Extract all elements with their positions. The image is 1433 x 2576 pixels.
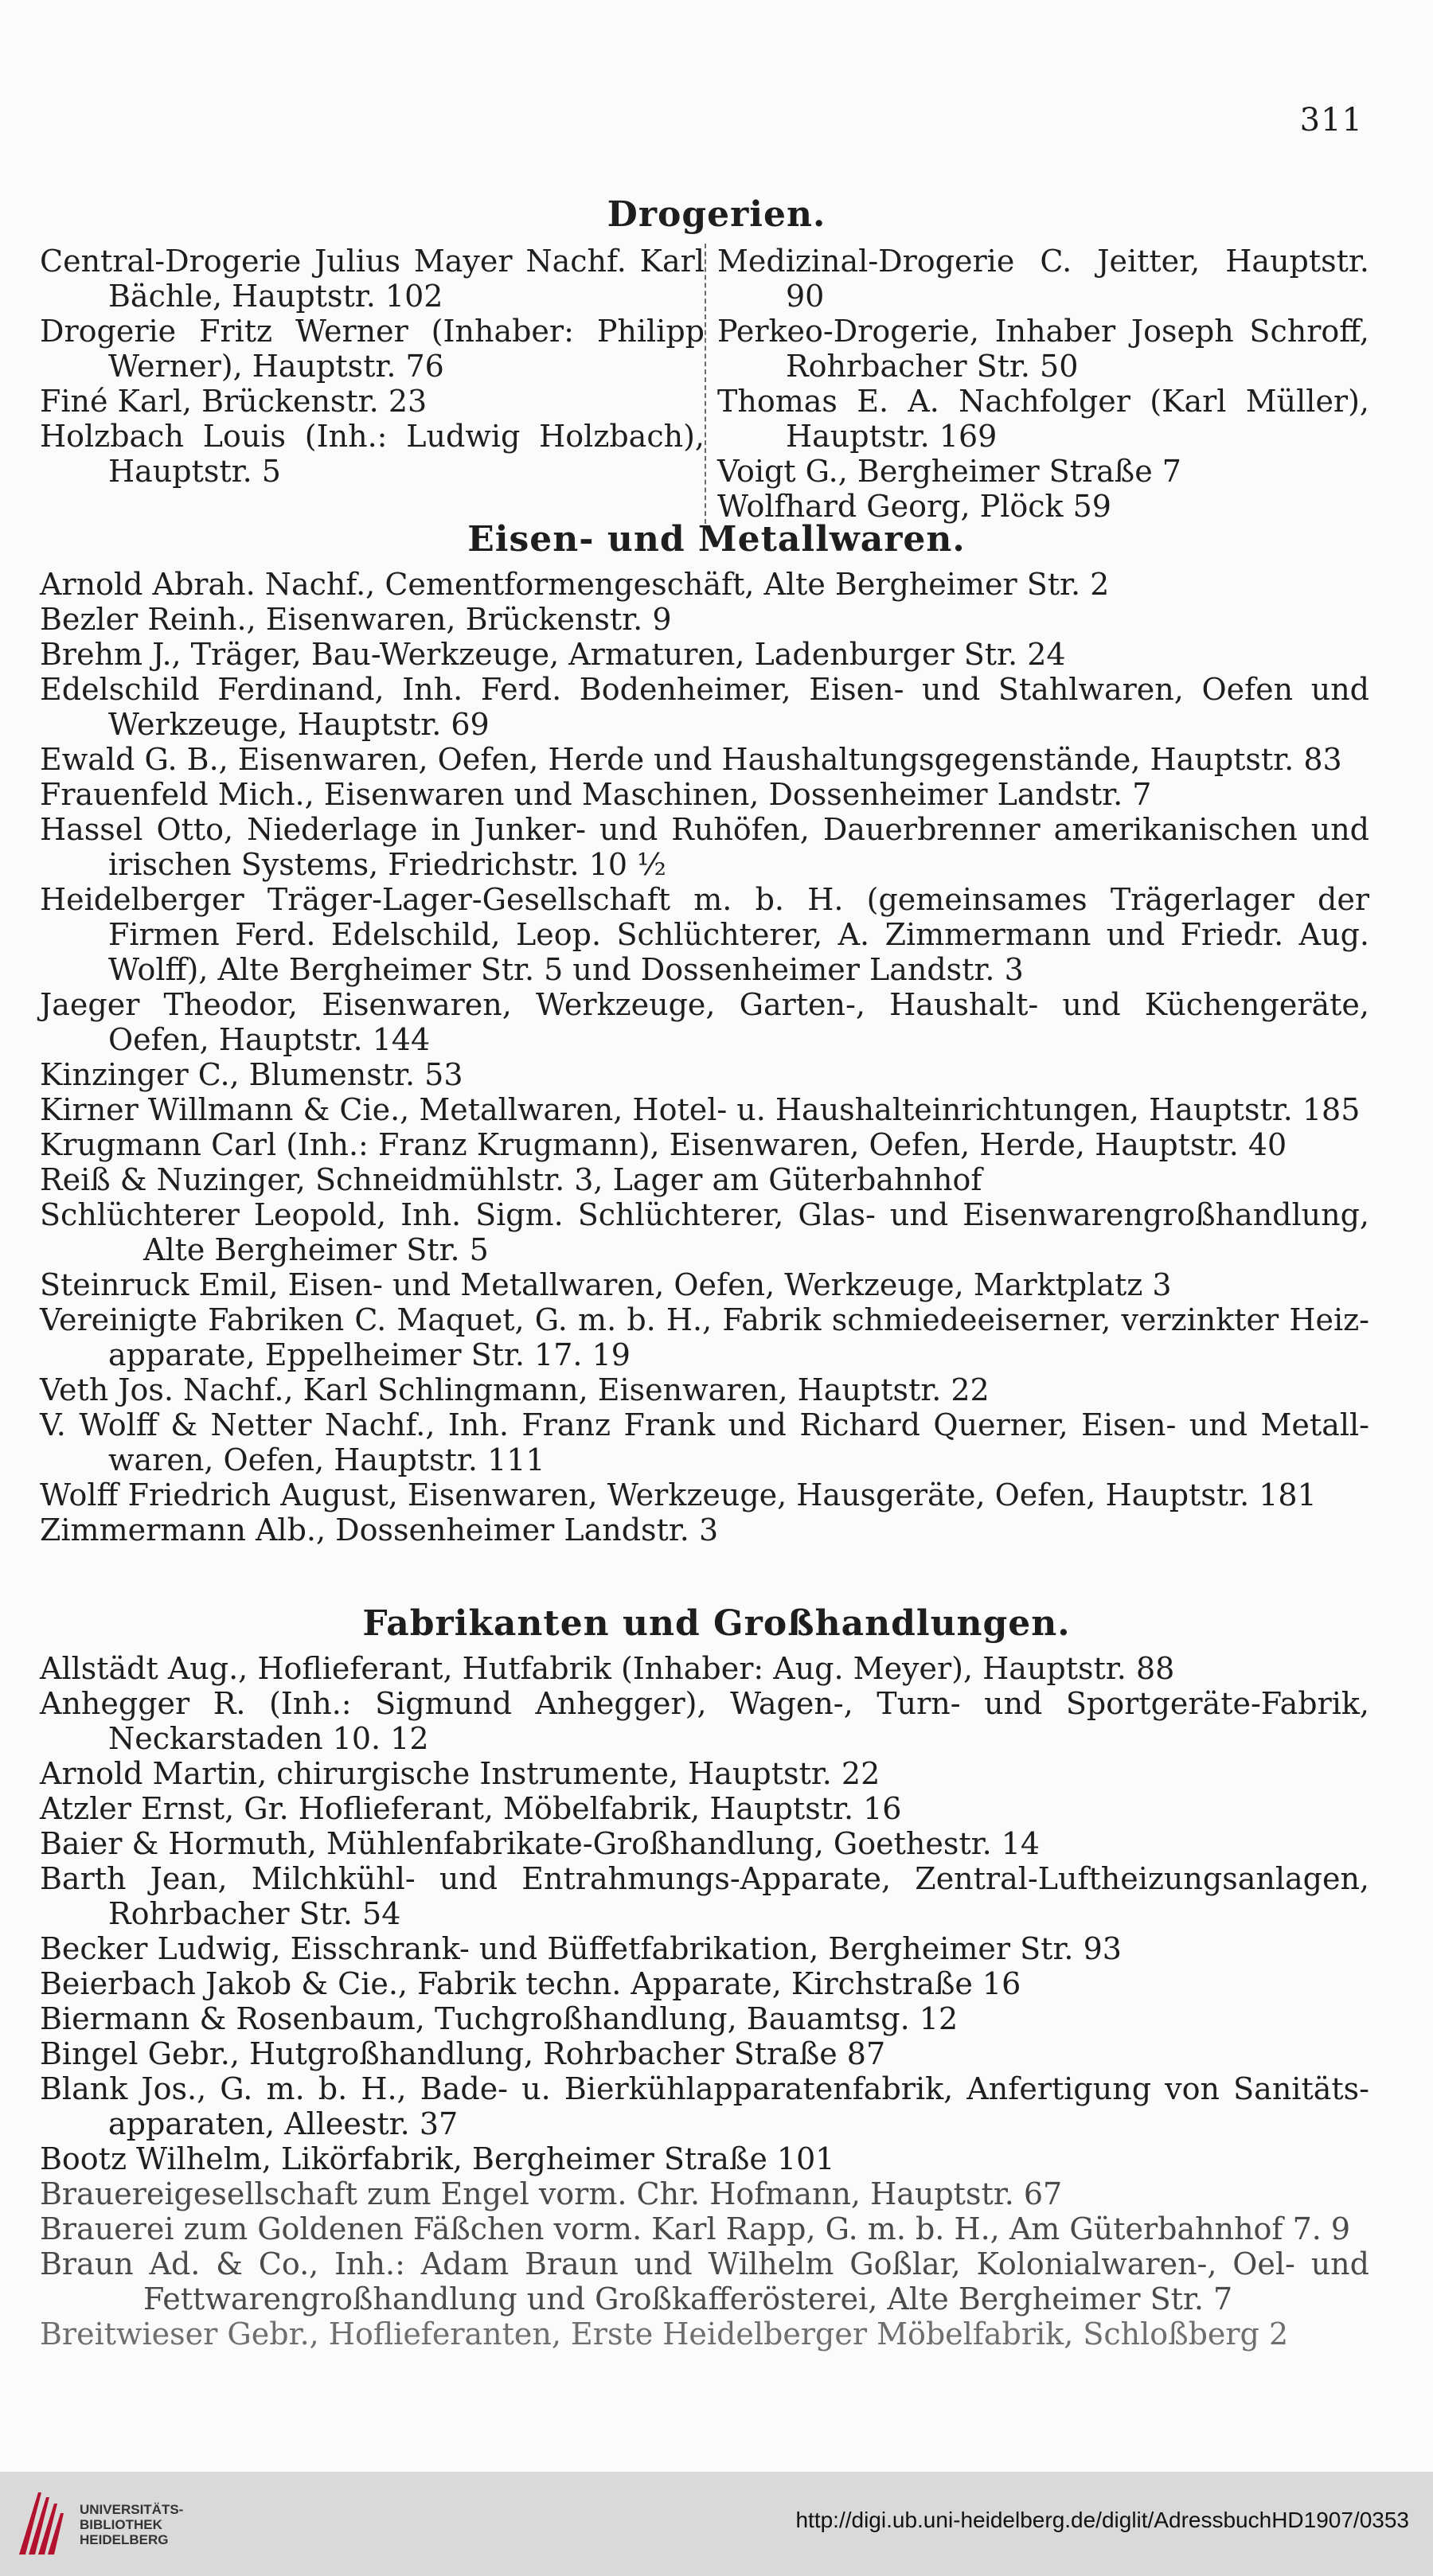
list-item: Barth Jean, Milchkühl- und Entrahmungs-Apparate, Zentral-Luftheizungsanlagen, Rohrbacher Str. 54 — [40, 1861, 1369, 1931]
list-item: Bingel Gebr., Hutgroßhandlung, Rohrbacher Straße 87 — [40, 2036, 886, 2071]
section-heading-eisen: Eisen- und Metallwaren. — [467, 519, 966, 560]
list-item: Wolff Friedrich August, Eisenwaren, Werkzeuge, Hausgeräte, Oefen, Hauptstr. 181 — [40, 1477, 1317, 1512]
list-item: Holzbach Louis (Inh.: Ludwig Holzbach), Hauptstr. 5 — [40, 419, 705, 489]
list-item: Heidelberger Träger-Lager-Gesellschaft m. b. H. (gemeinsames Trägerlager der Firmen Ferd. Edelschild, Leop. Schlüchterer, A. Zimmermann und Friedr. Aug. Wolff), Alte Bergheimer Str. 5 und Dossenheimer Landstr. 3 — [40, 882, 1369, 987]
list-item: Braun Ad. & Co., Inh.: Adam Braun und Wilhelm Goßlar, Kolonialwaren-, Oel- und Fettwarengroßhandlung und Großkafferösterei, Alte Bergheimer Str. 7 — [40, 2246, 1369, 2316]
list-item: Hassel Otto, Niederlage in Junker- und Ruhöfen, Dauerbrenner amerikanischen und irischen Systems, Friedrichstr. 10 ½ — [40, 812, 1369, 882]
list-item: Arnold Abrah. Nachf., Cementformengeschäft, Alte Bergheimer Str. 2 — [40, 567, 1110, 602]
list-item: Kirner Willmann & Cie., Metallwaren, Hotel- u. Haushalteinrichtungen, Hauptstr. 185 — [40, 1092, 1361, 1127]
list-item: Brauereigesellschaft zum Engel vorm. Chr. Hofmann, Hauptstr. 67 — [40, 2176, 1063, 2211]
list-item: Medizinal-Drogerie C. Jeitter, Hauptstr. 90 — [717, 244, 1369, 314]
list-item: Finé Karl, Brückenstr. 23 — [40, 384, 428, 419]
logo-line: BIBLIOTHEK — [80, 2517, 162, 2532]
library-logo-text — [80, 2502, 183, 2547]
list-item: V. Wolff & Netter Nachf., Inh. Franz Frank und Richard Querner, Eisen- und Metall-waren, Oefen, Hauptstr. 111 — [40, 1407, 1369, 1477]
list-item: Central-Drogerie Julius Mayer Nachf. Karl Bächle, Hauptstr. 102 — [40, 244, 705, 314]
list-item: Thomas E. A. Nachfolger (Karl Müller), Hauptstr. 169 — [717, 384, 1369, 454]
list-item: Jaeger Theodor, Eisenwaren, Werkzeuge, Garten-, Haushalt- und Küchengeräte, Oefen, Hauptstr. 144 — [40, 987, 1369, 1057]
list-item: Veth Jos. Nachf., Karl Schlingmann, Eisenwaren, Hauptstr. 22 — [40, 1372, 990, 1407]
list-item: Allstädt Aug., Hoflieferant, Hutfabrik (Inhaber: Aug. Meyer), Hauptstr. 88 — [40, 1651, 1175, 1686]
list-item: Frauenfeld Mich., Eisenwaren und Maschinen, Dossenheimer Landstr. 7 — [40, 777, 1152, 812]
list-item: Wolfhard Georg, Plöck 59 — [717, 489, 1111, 524]
list-item: Breitwieser Gebr., Hoflieferanten, Erste Heidelberger Möbelfabrik, Schloßberg 2 — [40, 2316, 1289, 2352]
list-item: Voigt G., Bergheimer Straße 7 — [717, 454, 1181, 489]
page-number: 311 — [1299, 102, 1363, 139]
list-item: Edelschild Ferdinand, Inh. Ferd. Bodenheimer, Eisen- und Stahlwaren, Oefen und Werkzeuge, Hauptstr. 69 — [40, 672, 1369, 742]
drogerien-right-column — [705, 244, 1369, 524]
list-item: Reiß & Nuzinger, Schneidmühlstr. 3, Lager am Güterbahnhof — [40, 1162, 982, 1197]
viewer-footer-bar — [0, 2472, 1433, 2576]
permalink-url[interactable]: http://digi.ub.uni-heidelberg.de/diglit/AdressbuchHD1907/0353 — [795, 2508, 1409, 2532]
eisen-list — [40, 567, 1369, 1548]
list-item: Anhegger R. (Inh.: Sigmund Anhegger), Wagen-, Turn- und Sportgeräte-Fabrik, Neckarstaden 10. 12 — [40, 1686, 1369, 1756]
logo-line: HEIDELBERG — [80, 2532, 169, 2547]
list-item: Ewald G. B., Eisenwaren, Oefen, Herde und Haushaltungsgegenstände, Hauptstr. 83 — [40, 742, 1342, 777]
list-item: Beierbach Jakob & Cie., Fabrik techn. Apparate, Kirchstraße 16 — [40, 1966, 1021, 2001]
section-heading-fabrikanten: Fabrikanten und Großhandlungen. — [362, 1603, 1071, 1644]
list-item: Perkeo-Drogerie, Inhaber Joseph Schroff, Rohrbacher Str. 50 — [717, 314, 1369, 384]
list-item: Drogerie Fritz Werner (Inhaber: Philipp Werner), Hauptstr. 76 — [40, 314, 705, 384]
list-item: Kinzinger C., Blumenstr. 53 — [40, 1057, 463, 1092]
drogerien-left-column — [40, 244, 705, 524]
list-item: Becker Ludwig, Eisschrank- und Büffetfabrikation, Bergheimer Str. 93 — [40, 1931, 1122, 1966]
university-library-logo-icon — [14, 2488, 65, 2559]
fabrikanten-list — [40, 1651, 1369, 2352]
logo-line: UNIVERSITÄTS- — [80, 2502, 184, 2517]
list-item: Krugmann Carl (Inh.: Franz Krugmann), Eisenwaren, Oefen, Herde, Hauptstr. 40 — [40, 1127, 1287, 1162]
list-item: Schlüchterer Leopold, Inh. Sigm. Schlüchterer, Glas- und Eisenwarengroßhandlung, Alte Bergheimer Str. 5 — [40, 1197, 1369, 1267]
list-item: Steinruck Emil, Eisen- und Metallwaren, Oefen, Werkzeuge, Marktplatz 3 — [40, 1267, 1172, 1302]
list-item: Biermann & Rosenbaum, Tuchgroßhandlung, Bauamtsg. 12 — [40, 2001, 959, 2036]
list-item: Atzler Ernst, Gr. Hoflieferant, Möbelfabrik, Hauptstr. 16 — [40, 1791, 902, 1826]
list-item: Zimmermann Alb., Dossenheimer Landstr. 3 — [40, 1512, 719, 1548]
list-item: Blank Jos., G. m. b. H., Bade- u. Bierkühlapparatenfabrik, Anfertigung von Sanitäts-apparaten, Alleestr. 37 — [40, 2071, 1369, 2141]
list-item: Bezler Reinh., Eisenwaren, Brückenstr. 9 — [40, 602, 672, 637]
list-item: Brehm J., Träger, Bau-Werkzeuge, Armaturen, Ladenburger Str. 24 — [40, 637, 1066, 672]
list-item: Baier & Hormuth, Mühlenfabrikate-Großhandlung, Goethestr. 14 — [40, 1826, 1041, 1861]
list-item: Bootz Wilhelm, Likörfabrik, Bergheimer Straße 101 — [40, 2141, 835, 2176]
section-heading-drogerien: Drogerien. — [607, 194, 826, 235]
list-item: Brauerei zum Goldenen Fäßchen vorm. Karl Rapp, G. m. b. H., Am Güterbahnhof 7. 9 — [40, 2211, 1351, 2246]
list-item: Arnold Martin, chirurgische Instrumente, Hauptstr. 22 — [40, 1756, 880, 1791]
drogerien-columns — [40, 244, 1369, 524]
list-item: Vereinigte Fabriken C. Maquet, G. m. b. H., Fabrik schmiedeeiserner, verzinkter Heiz-apparate, Eppelheimer Str. 17. 19 — [40, 1302, 1369, 1372]
